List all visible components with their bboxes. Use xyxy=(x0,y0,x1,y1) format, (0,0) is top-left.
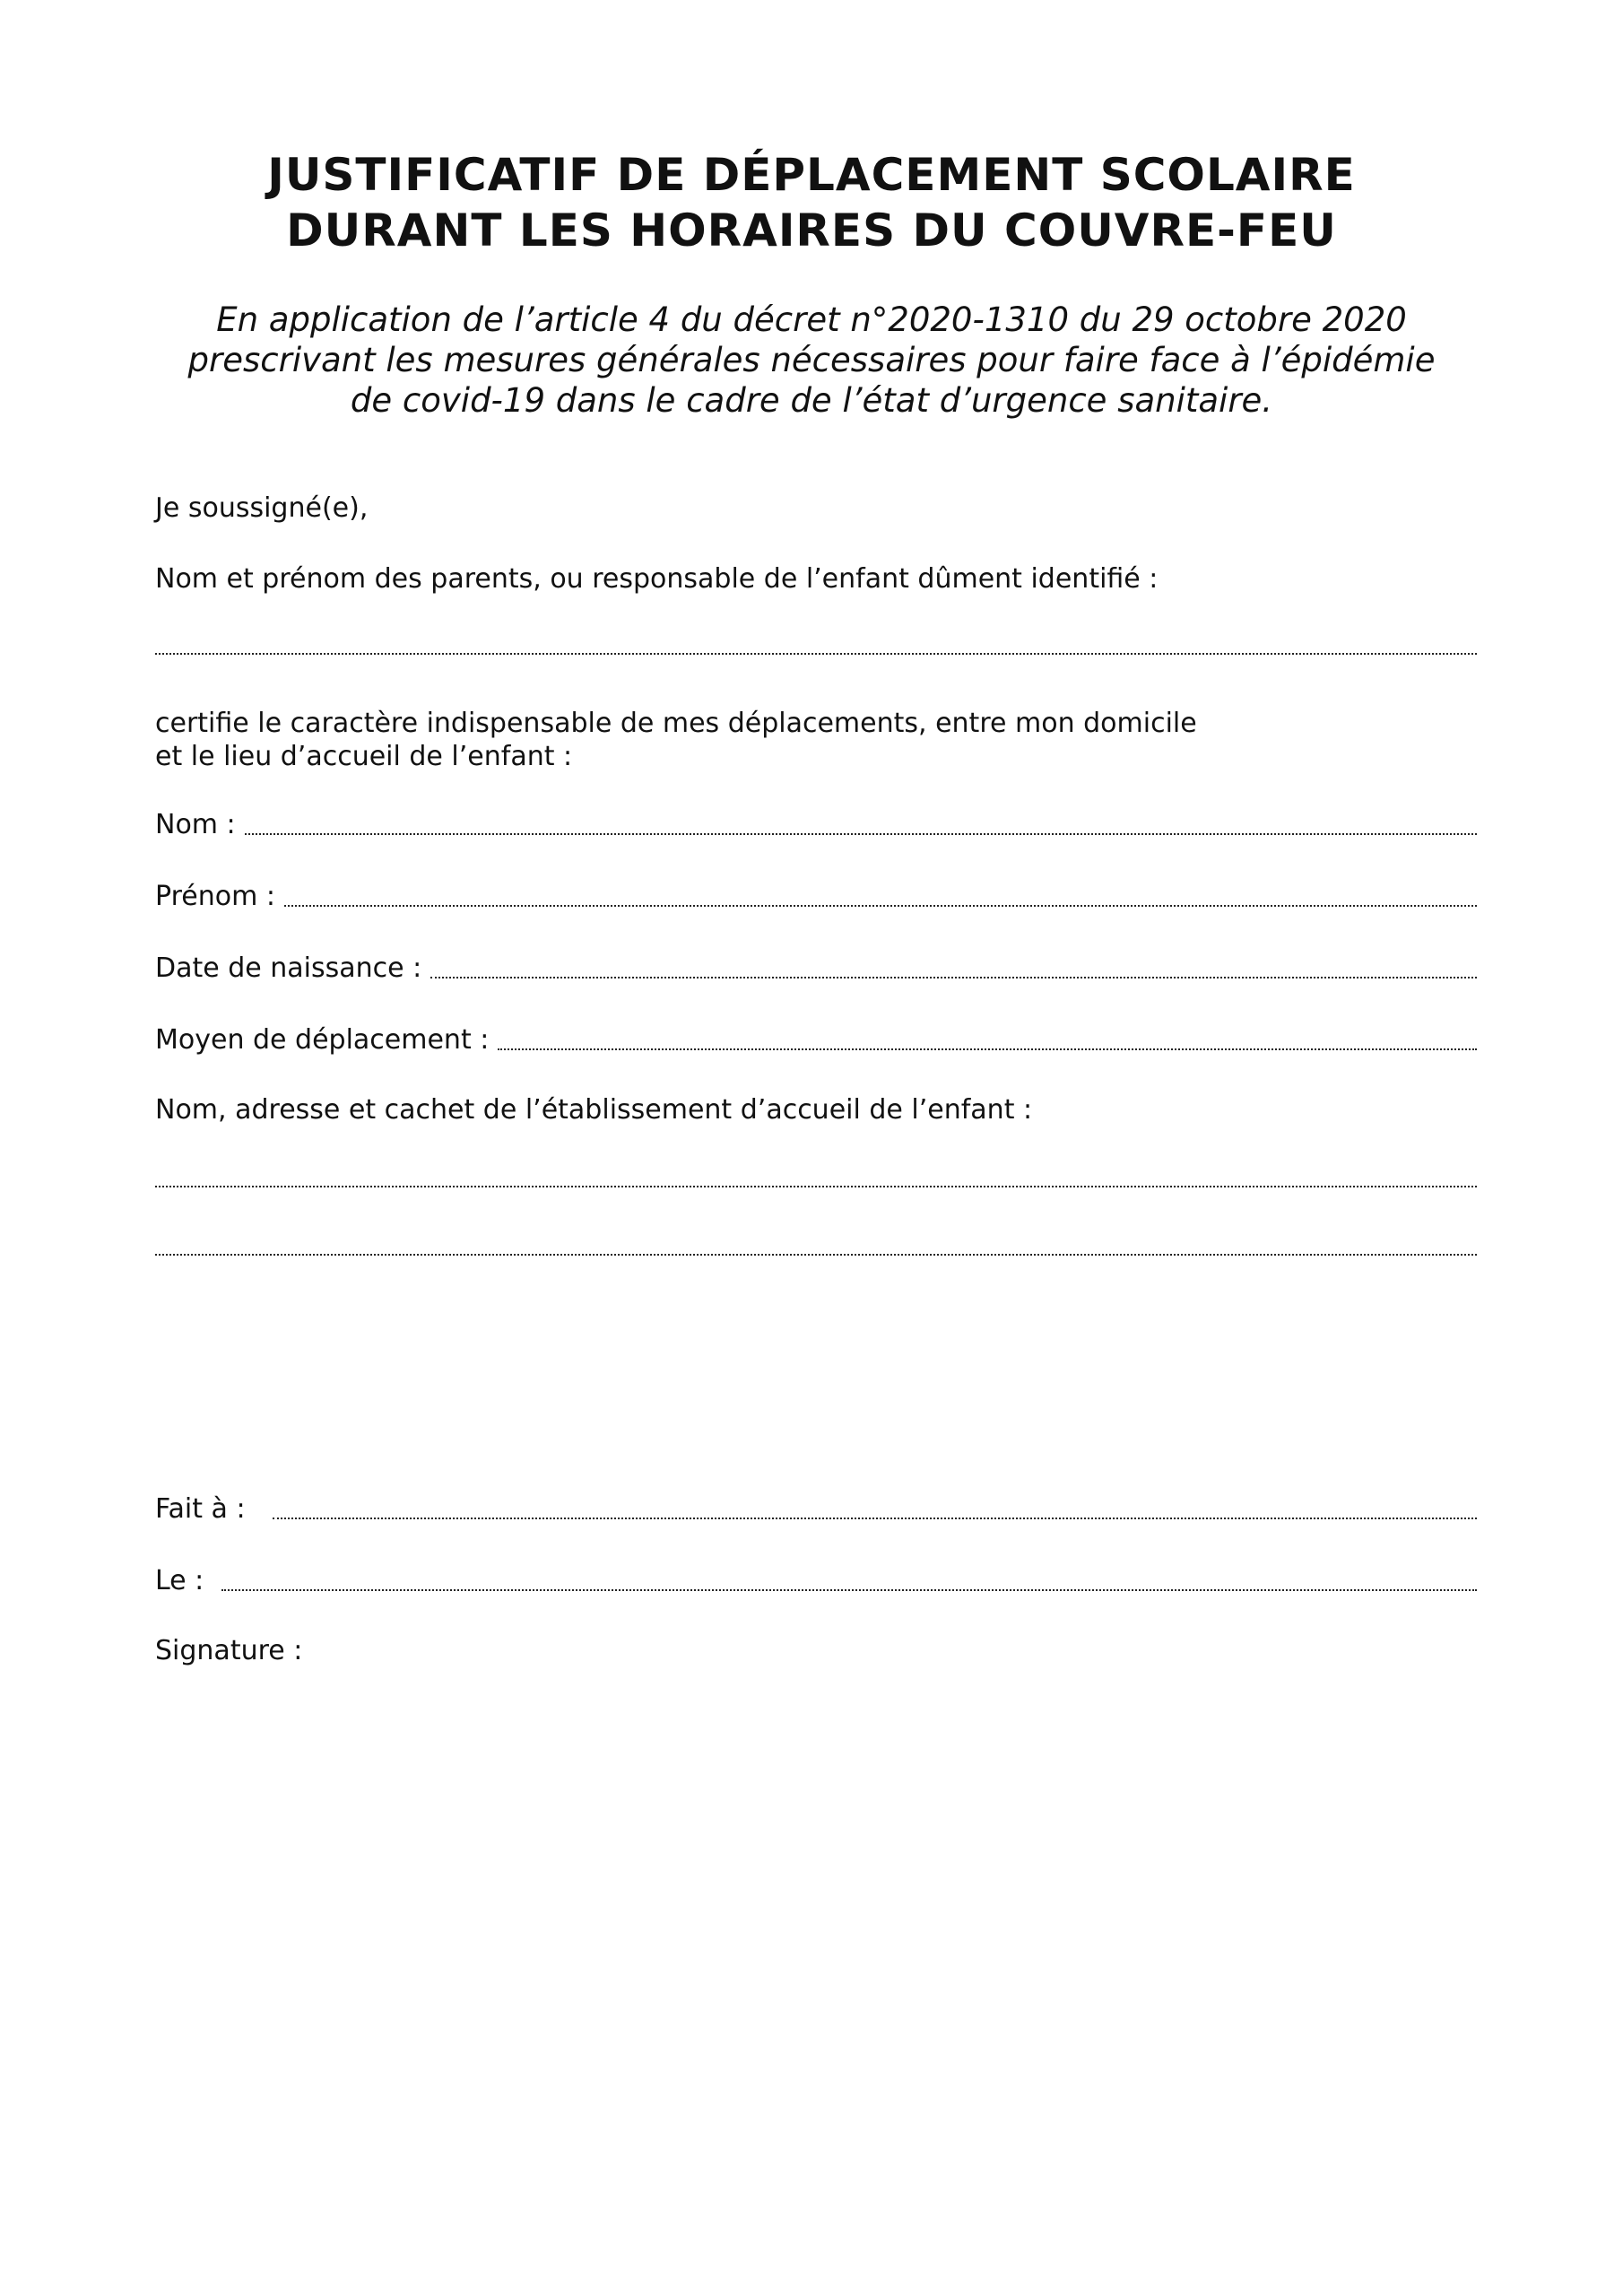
fait-a-label: Fait à : xyxy=(155,1493,246,1525)
transport-means-input-line[interactable] xyxy=(498,1048,1477,1050)
establishment-field-line-1[interactable] xyxy=(155,1186,1477,1187)
fait-a-field[interactable] xyxy=(155,1491,1477,1526)
date-le-field[interactable] xyxy=(155,1562,1477,1598)
child-nom-label: Nom : xyxy=(155,809,236,840)
birth-date-input-line[interactable] xyxy=(430,977,1477,978)
parents-name-label: Nom et prénom des parents, ou responsable de l’enfant dûment identifié : xyxy=(155,563,1159,595)
document-title-line-2: DURANT LES HORAIRES DU COUVRE-FEU xyxy=(286,204,1337,257)
transport-means-field[interactable] xyxy=(155,1022,1477,1057)
date-le-input-line[interactable] xyxy=(221,1589,1477,1591)
undersigned-text: Je soussigné(e), xyxy=(155,492,369,524)
birth-date-field[interactable] xyxy=(155,950,1477,986)
legal-reference-line-2: prescrivant les mesures générales nécessaires pour faire face à l’épidémie xyxy=(187,341,1436,379)
child-nom-field[interactable] xyxy=(155,806,1477,842)
child-prenom-input-line[interactable] xyxy=(284,905,1477,907)
parents-name-field[interactable] xyxy=(155,653,1477,655)
document-title-line-1: JUSTIFICATIF DE DÉPLACEMENT SCOLAIRE xyxy=(267,149,1356,201)
signature-label: Signature : xyxy=(155,1635,303,1666)
date-le-label: Le : xyxy=(155,1565,204,1596)
child-prenom-field[interactable] xyxy=(155,878,1477,914)
child-nom-input-line[interactable] xyxy=(245,833,1477,835)
establishment-field-line-2[interactable] xyxy=(155,1254,1477,1256)
child-prenom-label: Prénom : xyxy=(155,881,275,912)
birth-date-label: Date de naissance : xyxy=(155,952,422,984)
certify-text-line-2: et le lieu d’accueil de l’enfant : xyxy=(155,741,573,772)
certify-text-line-1: certifie le caractère indispensable de mes déplacements, entre mon domicile xyxy=(155,708,1197,739)
fait-a-input-line[interactable] xyxy=(273,1518,1477,1519)
legal-reference-line-3: de covid-19 dans le cadre de l’état d’urgence sanitaire. xyxy=(350,381,1273,420)
transport-means-label: Moyen de déplacement : xyxy=(155,1024,490,1056)
establishment-label: Nom, adresse et cachet de l’établissement d’accueil de l’enfant : xyxy=(155,1094,1033,1126)
legal-reference-line-1: En application de l’article 4 du décret n°2020-1310 du 29 octobre 2020 xyxy=(216,300,1407,339)
